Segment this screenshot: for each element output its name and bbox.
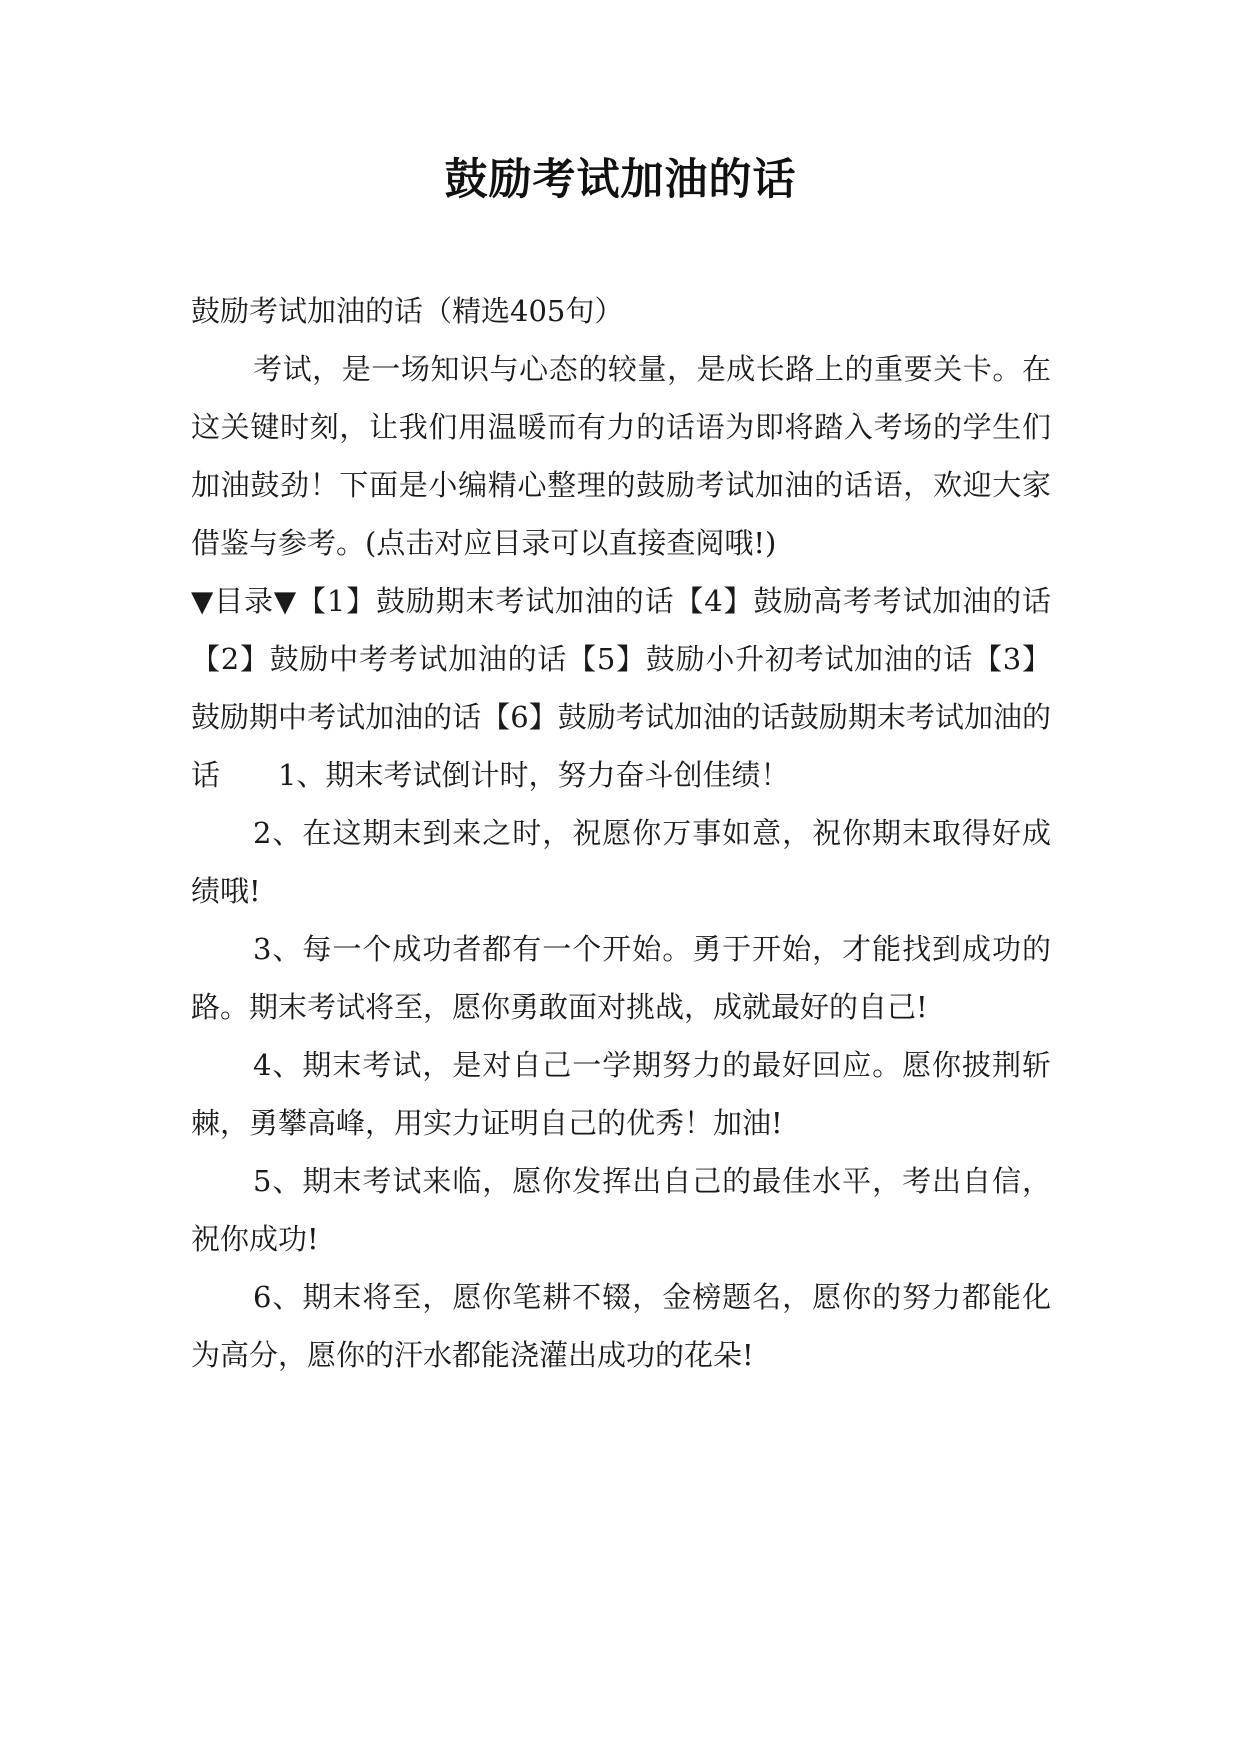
- toc-links[interactable]: ▼目录▼【1】鼓励期末考试加油的话【4】鼓励高考考试加油的话【2】鼓励中考考试加油的话【5】鼓励小升初考试加油的话【3】鼓励期中考试加油的话【6】鼓励考试加油的话: [191, 584, 1051, 734]
- section-heading: 鼓励期末考试加油的话: [191, 700, 1051, 792]
- list-item: 1、期末考试倒计时，努力奋斗创佳绩！: [278, 758, 790, 792]
- list-item: 2、在这期末到来之时，祝愿你万事如意，祝你期末取得好成绩哦!: [191, 816, 1051, 908]
- list-item: 5、期末考试来临，愿你发挥出自己的最佳水平，考出自信，祝你成功!: [191, 1164, 1051, 1256]
- list-item: 3、每一个成功者都有一个开始。勇于开始，才能找到成功的路。期末考试将至，愿你勇敢面对挑战，成就最好的自己!: [191, 932, 1051, 1024]
- document-subtitle: 鼓励考试加油的话（精选405句）: [191, 294, 624, 328]
- intro-paragraph: 考试，是一场知识与心态的较量，是成长路上的重要关卡。在这关键时刻，让我们用温暖而有力的话语为即将踏入考场的学生们加油鼓劲！下面是小编精心整理的鼓励考试加油的话语，欢迎大家借鉴与参考。(点击对应目录可以直接查阅哦!): [191, 352, 1051, 560]
- table-of-contents: [191, 572, 1051, 804]
- list-item: 4、期末考试，是对自己一学期努力的最好回应。愿你披荆斩棘，勇攀高峰，用实力证明自己的优秀！加油!: [191, 1048, 1051, 1140]
- document-body: [191, 282, 1051, 1384]
- document-title: 鼓励考试加油的话: [444, 155, 797, 205]
- list-item: 6、期末将至，愿你笔耕不辍，金榜题名，愿你的努力都能化为高分，愿你的汗水都能浇灌出成功的花朵!: [191, 1280, 1051, 1372]
